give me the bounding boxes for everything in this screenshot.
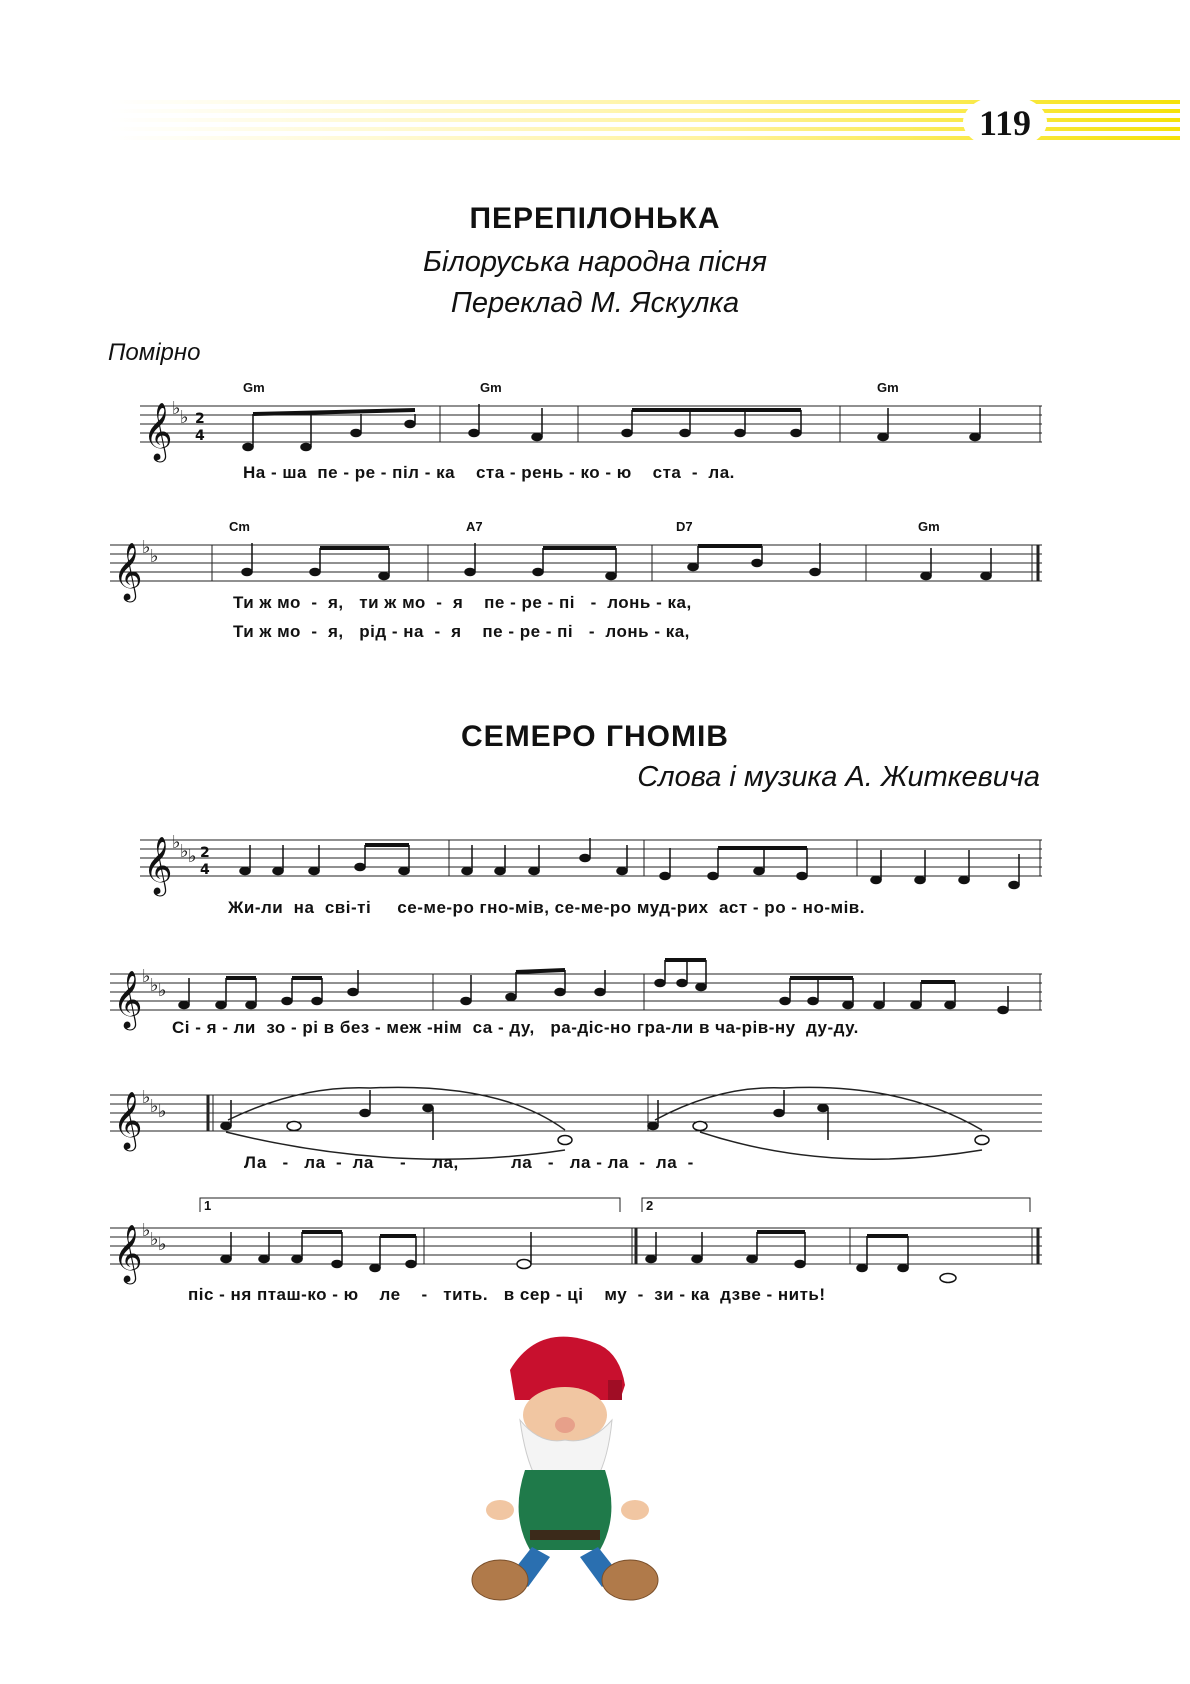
chord-label: Gm <box>877 380 899 395</box>
time-signature <box>195 411 210 878</box>
treble-clef-icon: 𝄞 <box>113 970 143 1028</box>
svg-text:♭: ♭ <box>180 841 189 862</box>
svg-text:2: 2 <box>195 411 205 427</box>
svg-text:♭: ♭ <box>180 407 189 428</box>
chord-label: Cm <box>229 519 250 534</box>
chord-label: Gm <box>918 519 940 534</box>
svg-text:♭: ♭ <box>150 1096 159 1117</box>
lyrics-line: Ти ж мо - я, ти ж мо - я пе - ре - пі - лонь - ка, <box>233 593 692 612</box>
staff-5 <box>110 1095 1042 1131</box>
svg-text:♭: ♭ <box>158 980 167 1001</box>
svg-text:4: 4 <box>200 862 210 878</box>
volta-1-label: 1 <box>204 1198 212 1213</box>
volta-2-label: 2 <box>646 1198 654 1213</box>
svg-text:♭: ♭ <box>142 1087 151 1108</box>
svg-text:♭: ♭ <box>142 537 151 558</box>
key-signature <box>142 398 197 1255</box>
slurs <box>226 1087 982 1159</box>
lyrics-line: Ти ж мо - я, рід - на - я пе - ре - пі - лонь - ка, <box>233 622 690 641</box>
treble-clef-icon: 𝄞 <box>143 836 173 894</box>
tempo-marking: Помірно <box>108 339 201 366</box>
song2-title: СЕМЕРО ГНОМІВ <box>461 720 729 753</box>
treble-clef-icon: 𝄞 <box>113 1091 143 1149</box>
svg-text:2: 2 <box>200 845 210 861</box>
song1-subtitle-translator: Переклад М. Яскулка <box>450 287 740 319</box>
lyrics-line: Жи-ли на сві-ті се-ме-ро гно-мів, се-ме-ро муд-рих аст - ро - но-мів. <box>228 898 865 917</box>
svg-text:♭: ♭ <box>150 546 159 567</box>
svg-text:♭: ♭ <box>150 975 159 996</box>
notes <box>179 404 1019 1283</box>
chord-label: A7 <box>466 519 483 534</box>
svg-text:♭: ♭ <box>142 1220 151 1241</box>
svg-text:♭: ♭ <box>172 398 181 419</box>
svg-text:♭: ♭ <box>158 1101 167 1122</box>
staff-1 <box>140 406 1042 442</box>
svg-text:♭: ♭ <box>142 966 151 987</box>
svg-text:4: 4 <box>195 428 205 444</box>
svg-text:♭: ♭ <box>188 846 197 867</box>
song1-title: ПЕРЕПІЛОНЬКА <box>469 202 721 235</box>
svg-text:♭: ♭ <box>150 1229 159 1250</box>
lyrics-line: Ла - ла - ла - ла, ла - ла - ла - ла - <box>244 1153 694 1172</box>
svg-text:♭: ♭ <box>172 832 181 853</box>
lyrics-line: На - ша пе - ре - піл - ка ста - рень - ко - ю ста - ла. <box>243 463 735 482</box>
lyrics-line: Сі - я - ли зо - рі в без - меж -нім са - ду, ра-діс-но гра-ли в ча-рів-ну ду-ду. <box>172 1018 859 1037</box>
lyrics-line: піс - ня пташ-ко - ю ле - тить. в сер - ці му - зи - ка дзве - нить! <box>188 1285 826 1304</box>
song2-subtitle: Слова і музика А. Житкевича <box>637 761 1040 793</box>
svg-text:♭: ♭ <box>158 1234 167 1255</box>
chord-label: Gm <box>480 380 502 395</box>
staff-6 <box>110 1198 1042 1264</box>
chord-label: D7 <box>676 519 693 534</box>
treble-clef-icon: 𝄞 <box>143 402 173 460</box>
treble-clef-icon: 𝄞 <box>113 1224 143 1282</box>
chord-label: Gm <box>243 380 265 395</box>
treble-clef-icon: 𝄞 <box>113 542 143 600</box>
page-number: 119 <box>978 103 1031 143</box>
gnome-illustration <box>470 1325 680 1605</box>
song1-subtitle-origin: Білоруська народна пісня <box>423 246 767 278</box>
